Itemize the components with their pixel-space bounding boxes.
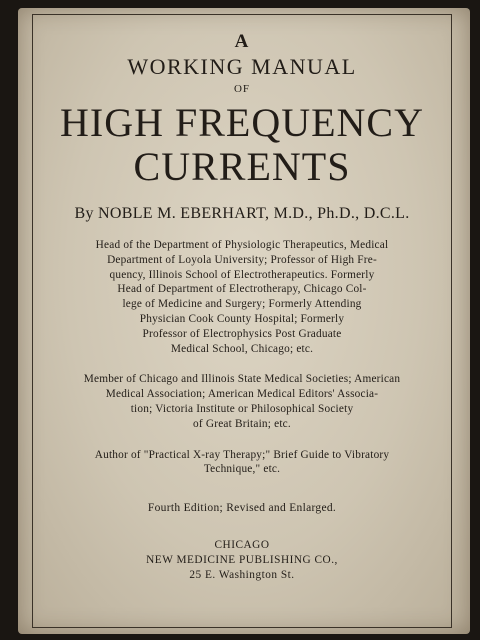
author-memberships: Member of Chicago and Illinois State Medical Societies; American Medical Association; American Medical Editors' Associa- tion; Victoria Institute or Philosophical Society of Great Britain; etc. <box>83 373 401 430</box>
title-of: OF <box>233 83 251 95</box>
author-line: By NOBLE M. EBERHART, M.D., Ph.D., D.C.L. <box>74 205 410 222</box>
title-article: A <box>234 31 250 52</box>
title-high-frequency: HIGH FREQUENCY <box>60 100 424 145</box>
publisher-name: NEW MEDICINE PUBLISHING CO., <box>146 554 338 567</box>
title-working-manual: WORKING MANUAL <box>127 54 357 79</box>
edition-note: Fourth Edition; Revised and Enlarged. <box>147 502 337 515</box>
title-page <box>40 20 444 583</box>
author-works: Author of "Practical X-ray Therapy;" Brief Guide to Vibratory Technique," etc. <box>94 448 390 476</box>
publisher-city: CHICAGO <box>214 539 270 552</box>
publisher-address: 25 E. Washington St. <box>189 569 295 582</box>
author-credentials: Head of the Department of Physiologic Therapeutics, Medical Department of Loyola University; Professor of High Fre- quency, Illinois School of Electrotherapeutics. Formerly Head of Department of Electrotherapy, Chicago Col- lege of Medicine and Surgery; Formerly Attending Physician Cook County Hospital; Formerly Professor of Electrophysics Post Graduate Medical School, Chicago; etc. <box>95 239 389 355</box>
title-currents: CURRENTS <box>133 144 351 189</box>
